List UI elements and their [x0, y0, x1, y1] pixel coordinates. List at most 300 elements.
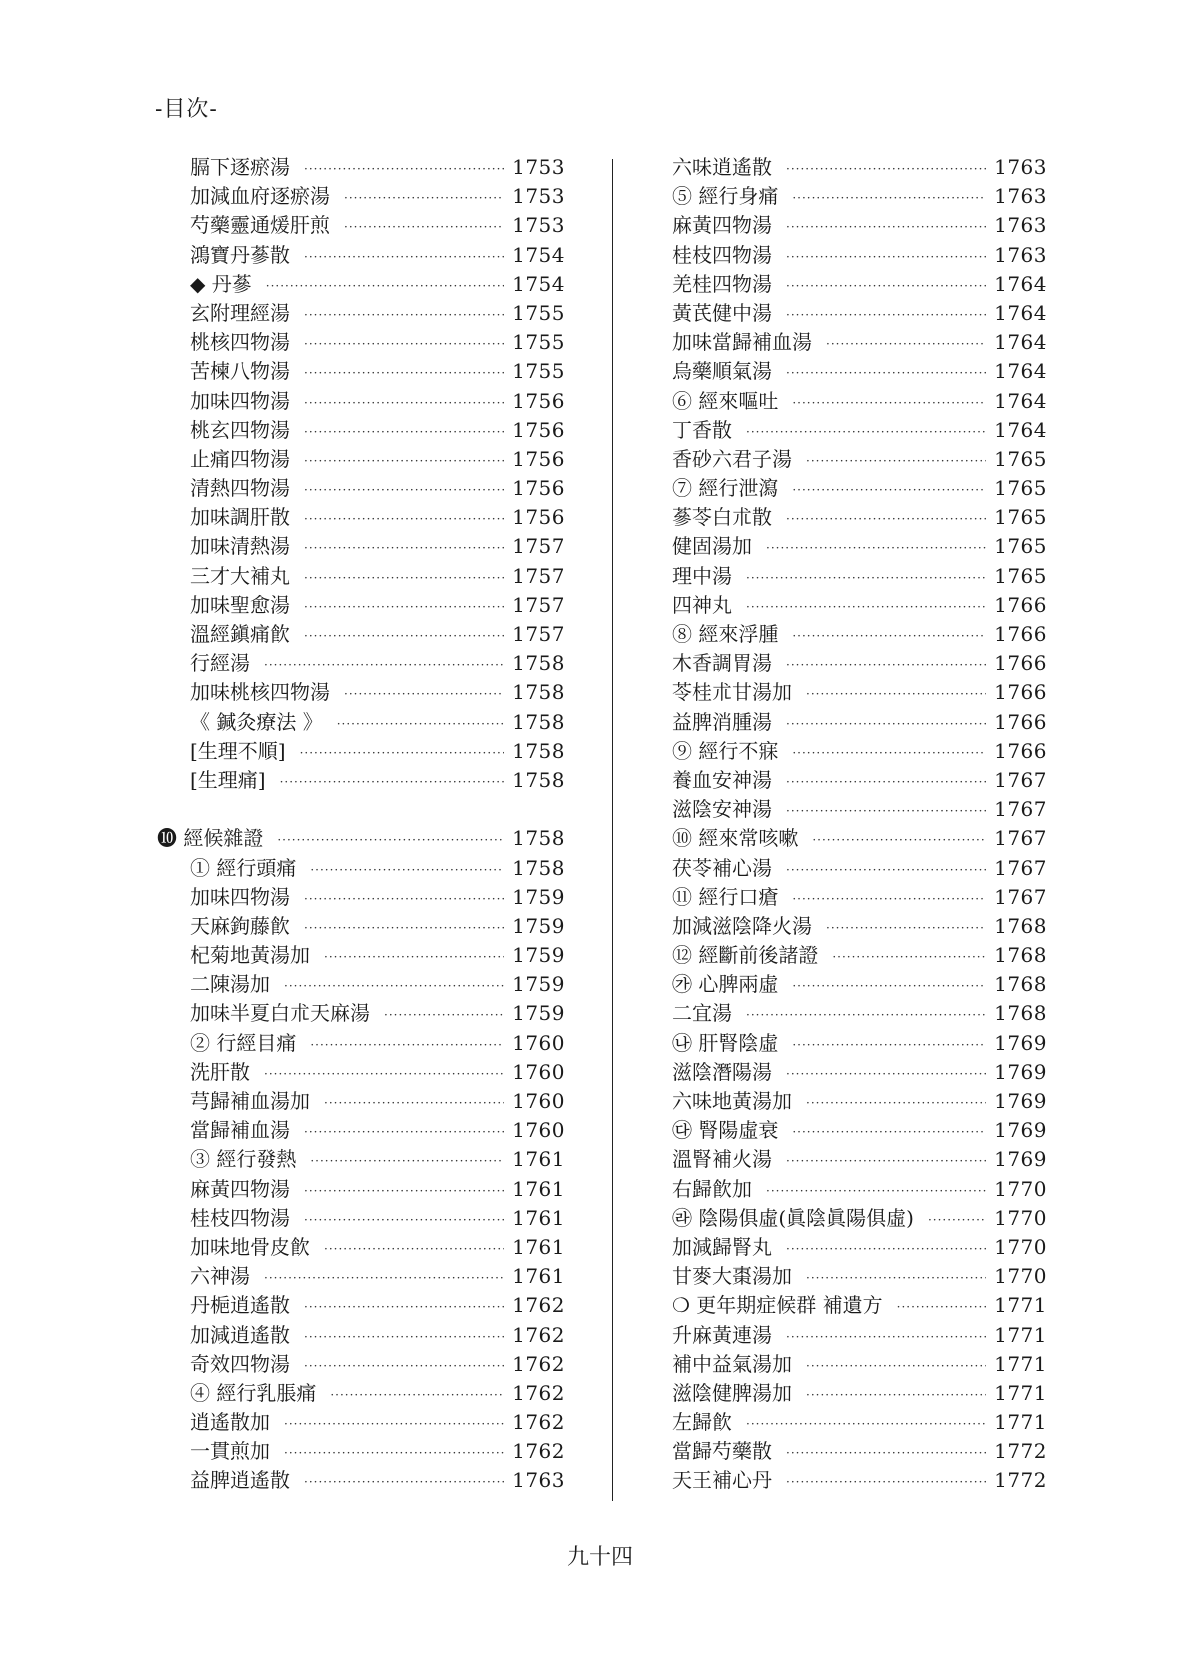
- toc-leader-dots: [806, 1352, 986, 1381]
- toc-leader-dots: [792, 184, 986, 213]
- toc-entry-title: 二陳湯加: [190, 972, 270, 997]
- toc-leader-dots: [746, 1001, 986, 1030]
- toc-entry-page: 1763: [994, 155, 1047, 179]
- toc-entry: [190, 999, 565, 1028]
- toc-entry-page: 1769: [994, 1118, 1047, 1143]
- toc-entry-title: 奇效四物湯: [190, 1351, 290, 1376]
- toc-leader-dots: [304, 389, 504, 418]
- toc-entry-title: 加味當歸補血湯: [672, 330, 812, 355]
- toc-leader-dots: [792, 885, 986, 914]
- toc-leader-dots: [264, 651, 504, 680]
- toc-entry: [190, 1291, 565, 1320]
- toc-leader-dots: [310, 856, 504, 885]
- toc-entry-page: 1769: [994, 1089, 1047, 1113]
- toc-entry-page: 1753: [512, 213, 565, 238]
- toc-entry-title: 桃核四物湯: [190, 330, 290, 355]
- toc-entry-page: 1763: [512, 1468, 565, 1493]
- toc-entry-page: 1764: [994, 271, 1047, 296]
- toc-entry: [190, 1437, 565, 1466]
- toc-leader-dots: [786, 1468, 986, 1497]
- toc-leader-dots: [806, 1264, 986, 1293]
- toc-entry-page: 1760: [512, 1030, 565, 1055]
- toc-entry-page: 1762: [512, 1439, 565, 1464]
- toc-entry: [190, 941, 565, 970]
- toc-entry-title: 烏藥順氣湯: [672, 359, 772, 384]
- toc-entry-title: 當歸補血湯: [190, 1118, 290, 1143]
- toc-leader-dots: [310, 1031, 504, 1060]
- toc-entry-page: 1771: [994, 1351, 1047, 1376]
- toc-entry: [672, 562, 1047, 591]
- toc-entry-title: 麻黃四物湯: [190, 1176, 290, 1201]
- toc-entry: [190, 1087, 565, 1116]
- toc-entry-page: 1757: [512, 592, 565, 617]
- toc-entry-title: 右歸飮加: [672, 1176, 752, 1201]
- toc-leader-dots: [304, 476, 504, 505]
- toc-entry-title: 黃芪健中湯: [672, 300, 772, 325]
- toc-entry-page: 1756: [512, 388, 565, 413]
- toc-entry-page: 1753: [512, 155, 565, 179]
- toc-entry: [190, 620, 565, 649]
- toc-entry-page: 1771: [994, 1293, 1047, 1318]
- toc-entry-page: 1769: [994, 1059, 1047, 1084]
- toc-entry-title: 六味地黃湯加: [672, 1089, 792, 1113]
- toc-entry-title: 洗肝散: [190, 1059, 250, 1084]
- toc-entry-page: 1768: [994, 1001, 1047, 1026]
- toc-leader-dots: [324, 1235, 504, 1264]
- toc-leader-dots: [280, 768, 504, 797]
- toc-entry: [190, 1116, 565, 1145]
- toc-entry-page: 1762: [512, 1351, 565, 1376]
- toc-entry-page: 1756: [512, 446, 565, 471]
- toc-entry-title: ◆ 丹蔘: [190, 271, 252, 296]
- toc-entry-title: 羌桂四物湯: [672, 271, 772, 296]
- toc-leader-dots: [786, 1235, 986, 1264]
- toc-entry-page: 1764: [994, 417, 1047, 442]
- toc-leader-dots: [786, 797, 986, 826]
- toc-entry: [672, 532, 1047, 561]
- toc-entry: [190, 1029, 565, 1058]
- toc-entry-page: 1768: [994, 972, 1047, 997]
- toc-leader-dots: [304, 622, 504, 651]
- toc-leader-dots: [384, 1001, 504, 1030]
- toc-entry-page: 1770: [994, 1205, 1047, 1230]
- toc-leader-dots: [786, 1147, 986, 1176]
- toc-leader-dots: [304, 418, 504, 447]
- toc-entry: [672, 999, 1047, 1028]
- toc-entry-page: 1761: [512, 1147, 565, 1172]
- toc-entry-page: 1761: [512, 1176, 565, 1201]
- toc-leader-dots: [324, 1089, 504, 1118]
- toc-leader-dots: [792, 389, 986, 418]
- toc-leader-dots: [344, 680, 504, 709]
- toc-entry-page: 1760: [512, 1059, 565, 1084]
- toc-entry: [672, 503, 1047, 532]
- toc-entry-title: 清熱四物湯: [190, 476, 290, 501]
- toc-entry-page: 1763: [994, 242, 1047, 267]
- toc-leader-dots: [304, 155, 504, 184]
- toc-entry-page: 1762: [512, 1322, 565, 1347]
- toc-leader-dots: [330, 1381, 504, 1410]
- toc-entry: [672, 737, 1047, 766]
- toc-leader-dots: [786, 359, 986, 388]
- toc-entry-page: 1764: [994, 300, 1047, 325]
- toc-entry-title: [生理不順]: [190, 738, 286, 763]
- toc-entry-title: 天王補心丹: [672, 1468, 772, 1493]
- toc-entry: [190, 1350, 565, 1379]
- toc-entry: [190, 708, 565, 737]
- toc-entry-title: 加減血府逐瘀湯: [190, 184, 330, 209]
- toc-entry: [190, 678, 565, 707]
- toc-entry-title: 杞菊地黃湯加: [190, 943, 310, 968]
- toc-entry-title: 加味四物湯: [190, 884, 290, 909]
- toc-leader-dots: [277, 826, 504, 855]
- toc-leader-dots: [304, 1468, 504, 1497]
- toc-entry-title: ⑩ 經來常咳嗽: [672, 826, 799, 851]
- toc-entry-page: 1763: [994, 184, 1047, 209]
- toc-entry-title: 止痛四物湯: [190, 446, 290, 471]
- toc-entry-page: 1769: [994, 1147, 1047, 1172]
- toc-entry-page: 1759: [512, 972, 565, 997]
- toc-entry-page: 1756: [512, 505, 565, 530]
- toc-entry-title: 加味四物湯: [190, 388, 290, 413]
- toc-leader-dots: [344, 213, 504, 242]
- toc-entry-page: 1759: [512, 913, 565, 938]
- toc-entry-title: 行經湯: [190, 651, 250, 676]
- toc-entry: [672, 1408, 1047, 1437]
- toc-entry-title: 加味清熱湯: [190, 534, 290, 559]
- toc-entry: [672, 912, 1047, 941]
- toc-entry-title: ⑨ 經行不寐: [672, 738, 779, 763]
- toc-leader-dots: [786, 1323, 986, 1352]
- toc-entry-page: 1767: [994, 884, 1047, 909]
- toc-entry-title: ③ 經行發熱: [190, 1147, 297, 1172]
- toc-leader-dots: [832, 943, 986, 972]
- toc-leader-dots: [304, 1206, 504, 1235]
- toc-entry: [190, 912, 565, 941]
- toc-leader-dots: [284, 972, 504, 1001]
- toc-entry: [190, 1408, 565, 1437]
- toc-entry-page: 1766: [994, 651, 1047, 676]
- toc-entry: [672, 387, 1047, 416]
- toc-entry: [672, 1175, 1047, 1204]
- toc-entry-title: 桂枝四物湯: [190, 1205, 290, 1230]
- toc-entry: [672, 649, 1047, 678]
- toc-entry: [672, 854, 1047, 883]
- toc-entry: [672, 591, 1047, 620]
- toc-leader-dots: [304, 1118, 504, 1147]
- toc-entry-title: 天麻鉤藤飮: [190, 913, 290, 938]
- toc-entry: [190, 766, 565, 795]
- toc-entry-title: 當歸芍藥散: [672, 1439, 772, 1464]
- toc-leader-dots: [304, 1323, 504, 1352]
- toc-entry-title: 三才大補丸: [190, 563, 290, 588]
- toc-leader-dots: [812, 826, 986, 855]
- toc-leader-dots: [264, 1264, 504, 1293]
- toc-entry-page: 1763: [994, 213, 1047, 238]
- toc-entry-page: 1768: [994, 913, 1047, 938]
- toc-entry-page: 1765: [994, 563, 1047, 588]
- column-divider: [612, 159, 613, 1501]
- toc-entry-title: 加味聖愈湯: [190, 592, 290, 617]
- toc-leader-dots: [304, 505, 504, 534]
- toc-entry: [190, 153, 565, 182]
- toc-entry: [672, 1145, 1047, 1174]
- toc-entry-title: 玄附理經湯: [190, 300, 290, 325]
- toc-leader-dots: [792, 622, 986, 651]
- toc-entry-title: 蔘苓白朮散: [672, 505, 772, 530]
- toc-entry: [190, 1262, 565, 1291]
- toc-entry-page: 1761: [512, 1234, 565, 1259]
- toc-entry: [190, 387, 565, 416]
- toc-leader-dots: [786, 710, 986, 739]
- toc-entry: [190, 1204, 565, 1233]
- page-header: -目次-: [155, 97, 218, 122]
- toc-entry: [672, 1379, 1047, 1408]
- page-number: 九十四: [566, 1545, 633, 1570]
- toc-entry-title: 膈下逐瘀湯: [190, 155, 290, 179]
- toc-entry-title: 茯苓補心湯: [672, 855, 772, 880]
- toc-entry: [190, 1233, 565, 1262]
- toc-entry-title: 加味調肝散: [190, 505, 290, 530]
- toc-entry: [672, 299, 1047, 328]
- toc-entry: [672, 416, 1047, 445]
- toc-leader-dots: [304, 330, 504, 359]
- toc-leader-dots: [304, 885, 504, 914]
- toc-leader-dots: [304, 914, 504, 943]
- toc-entry: [672, 445, 1047, 474]
- toc-leader-dots: [746, 418, 986, 447]
- toc-leader-dots: [792, 1118, 986, 1147]
- toc-entry-title: 滋陰潛陽湯: [672, 1059, 772, 1084]
- toc-entry-title: ① 經行頭痛: [190, 855, 297, 880]
- toc-entry-title: 加味半夏白朮天麻湯: [190, 1001, 370, 1026]
- toc-entry-page: 1770: [994, 1176, 1047, 1201]
- toc-leader-dots: [806, 447, 986, 476]
- toc-entry: [672, 1466, 1047, 1495]
- toc-leader-dots: [928, 1206, 986, 1235]
- toc-entry-page: 1768: [994, 943, 1047, 968]
- toc-entry: [672, 182, 1047, 211]
- toc-entry-title: 芎歸補血湯加: [190, 1089, 310, 1113]
- toc-entry: [672, 211, 1047, 240]
- toc-entry-page: 1766: [994, 592, 1047, 617]
- toc-entry: [672, 1233, 1047, 1262]
- toc-leader-dots: [304, 534, 504, 563]
- toc-entry-title: 升麻黃連湯: [672, 1322, 772, 1347]
- toc-entry: [672, 1437, 1047, 1466]
- toc-entry-title: ㉮ 心脾兩虛: [672, 972, 779, 997]
- toc-entry-page: 1753: [512, 184, 565, 209]
- toc-entry-title: ⑪ 經行口瘡: [672, 884, 779, 909]
- toc-column-left: [157, 153, 565, 1496]
- toc-entry-page: 1754: [512, 271, 565, 296]
- toc-entry-page: 1761: [512, 1205, 565, 1230]
- toc-entry: [190, 1466, 565, 1495]
- toc-entry: [190, 503, 565, 532]
- toc-entry-page: 1765: [994, 534, 1047, 559]
- toc-entry: [672, 708, 1047, 737]
- toc-entry-page: 1759: [512, 943, 565, 968]
- toc-entry-title: 桃玄四物湯: [190, 417, 290, 442]
- toc-entry: [672, 153, 1047, 182]
- toc-leader-dots: [786, 768, 986, 797]
- toc-leader-dots: [806, 1381, 986, 1410]
- toc-entry: [672, 1291, 1047, 1320]
- toc-entry-title: 加味地骨皮飮: [190, 1234, 310, 1259]
- toc-leader-dots: [746, 564, 986, 593]
- toc-leader-dots: [284, 1439, 504, 1468]
- toc-leader-dots: [826, 914, 986, 943]
- toc-leader-dots: [766, 534, 986, 563]
- toc-entry-page: 1757: [512, 534, 565, 559]
- toc-spacer: [190, 795, 565, 824]
- toc-entry: [672, 328, 1047, 357]
- toc-entry: [190, 1175, 565, 1204]
- toc-entry-page: 1758: [512, 680, 565, 705]
- toc-entry: [672, 766, 1047, 795]
- toc-entry-page: 1757: [512, 622, 565, 646]
- toc-entry-page: 1772: [994, 1468, 1047, 1493]
- toc-entry-page: 1758: [512, 767, 565, 792]
- toc-entry-page: 1764: [994, 330, 1047, 355]
- toc-entry-title: 芍藥靈通煖肝煎: [190, 213, 330, 238]
- toc-entry-page: 1767: [994, 826, 1047, 851]
- toc-entry: [672, 678, 1047, 707]
- toc-leader-dots: [786, 856, 986, 885]
- toc-leader-dots: [300, 739, 504, 768]
- toc-entry-title: 麻黃四物湯: [672, 213, 772, 238]
- toc-entry-page: 1771: [994, 1380, 1047, 1405]
- toc-entry-page: 1759: [512, 1001, 565, 1026]
- toc-entry-page: 1772: [994, 1439, 1047, 1464]
- toc-leader-dots: [786, 1439, 986, 1468]
- toc-entry: [672, 474, 1047, 503]
- toc-entry: [672, 1087, 1047, 1116]
- toc-leader-dots: [792, 739, 986, 768]
- toc-entry: [190, 591, 565, 620]
- toc-leader-dots: [826, 330, 986, 359]
- toc-entry-title: ㉱ 陰陽俱虛(眞陰眞陽俱虛): [672, 1205, 914, 1230]
- toc-leader-dots: [324, 943, 504, 972]
- toc-entry: [672, 1058, 1047, 1087]
- toc-column-right: [672, 153, 1047, 1496]
- toc-entry-title: ⑧ 經來浮腫: [672, 622, 779, 646]
- toc-entry-title: ⑤ 經行身痛: [672, 184, 779, 209]
- toc-entry-page: 1766: [994, 680, 1047, 705]
- toc-entry-title: 左歸飮: [672, 1410, 732, 1435]
- toc-entry-title: 鴻寶丹蔘散: [190, 242, 290, 267]
- toc-leader-dots: [304, 1177, 504, 1206]
- toc-entry: [672, 795, 1047, 824]
- toc-entry: [672, 824, 1047, 853]
- toc-leader-dots: [786, 243, 986, 272]
- toc-entry: [190, 182, 565, 211]
- toc-leader-dots: [304, 564, 504, 593]
- toc-entry-title: 丁香散: [672, 417, 732, 442]
- toc-entry: [190, 1058, 565, 1087]
- toc-entry-page: 1758: [512, 651, 565, 676]
- toc-entry-page: 1767: [994, 797, 1047, 822]
- toc-entry-title: 逍遙散加: [190, 1410, 270, 1435]
- toc-entry: [190, 854, 565, 883]
- toc-entry-title: ⑫ 經斷前後諸證: [672, 943, 819, 968]
- toc-entry-title: ㉯ 肝腎陰虛: [672, 1030, 779, 1055]
- toc-entry: [190, 883, 565, 912]
- toc-entry: [672, 1350, 1047, 1379]
- toc-entry-page: 1756: [512, 417, 565, 442]
- toc-entry-page: 1754: [512, 242, 565, 267]
- toc-entry: [190, 532, 565, 561]
- toc-entry-title: 滋陰安神湯: [672, 797, 772, 822]
- toc-entry: [190, 970, 565, 999]
- toc-entry-title: ㉰ 腎陽虛衰: [672, 1118, 779, 1143]
- toc-leader-dots: [337, 710, 504, 739]
- toc-entry-title: 益脾消腫湯: [672, 709, 772, 734]
- toc-entry-page: 1765: [994, 476, 1047, 501]
- toc-entry-page: 1756: [512, 476, 565, 501]
- toc-entry-title: 桂枝四物湯: [672, 242, 772, 267]
- toc-leader-dots: [786, 301, 986, 330]
- toc-leader-dots: [344, 184, 504, 213]
- toc-entry-title: 四神丸: [672, 592, 732, 617]
- toc-entry-page: 1760: [512, 1118, 565, 1143]
- toc-entry: [672, 1204, 1047, 1233]
- toc-entry: [672, 970, 1047, 999]
- toc-entry-title: 加減滋陰降火湯: [672, 913, 812, 938]
- toc-entry-title: ❿ 經候雜證: [157, 826, 264, 851]
- toc-entry: [672, 941, 1047, 970]
- toc-entry: [672, 241, 1047, 270]
- toc-entry-title: 一貫煎加: [190, 1439, 270, 1464]
- toc-leader-dots: [746, 593, 986, 622]
- toc-entry-page: 1769: [994, 1030, 1047, 1055]
- toc-entry-title: 六神湯: [190, 1264, 250, 1289]
- toc-entry-title: 甘麥大棗湯加: [672, 1264, 792, 1289]
- toc-leader-dots: [746, 1410, 986, 1439]
- toc-entry-page: 1767: [994, 855, 1047, 880]
- toc-leader-dots: [766, 1177, 986, 1206]
- toc-entry-page: 1765: [994, 446, 1047, 471]
- toc-leader-dots: [264, 1060, 504, 1089]
- toc-entry-page: 1758: [512, 855, 565, 880]
- toc-leader-dots: [792, 476, 986, 505]
- toc-entry: [672, 883, 1047, 912]
- toc-entry: [190, 270, 565, 299]
- toc-leader-dots: [806, 1089, 986, 1118]
- toc-leader-dots: [786, 155, 986, 184]
- toc-leader-dots: [310, 1147, 504, 1176]
- toc-entry: [672, 270, 1047, 299]
- toc-entry-title: 健固湯加: [672, 534, 752, 559]
- toc-entry: [672, 1262, 1047, 1291]
- toc-entry-title: 加減逍遙散: [190, 1322, 290, 1347]
- toc-entry-title: [生理痛]: [190, 767, 266, 792]
- toc-entry-page: 1759: [512, 884, 565, 909]
- toc-leader-dots: [304, 1293, 504, 1322]
- toc-entry-title: 苓桂朮甘湯加: [672, 680, 792, 705]
- toc-entry-page: 1758: [512, 709, 565, 734]
- toc-entry: [190, 241, 565, 270]
- toc-entry: [672, 620, 1047, 649]
- toc-entry-page: 1765: [994, 505, 1047, 530]
- toc-entry-title: 苦楝八物湯: [190, 359, 290, 384]
- toc-entry: [190, 445, 565, 474]
- toc-leader-dots: [304, 243, 504, 272]
- toc-entry-page: 1762: [512, 1410, 565, 1435]
- toc-entry-title: 養血安神湯: [672, 767, 772, 792]
- toc-entry: [672, 1116, 1047, 1145]
- toc-leader-dots: [304, 1352, 504, 1381]
